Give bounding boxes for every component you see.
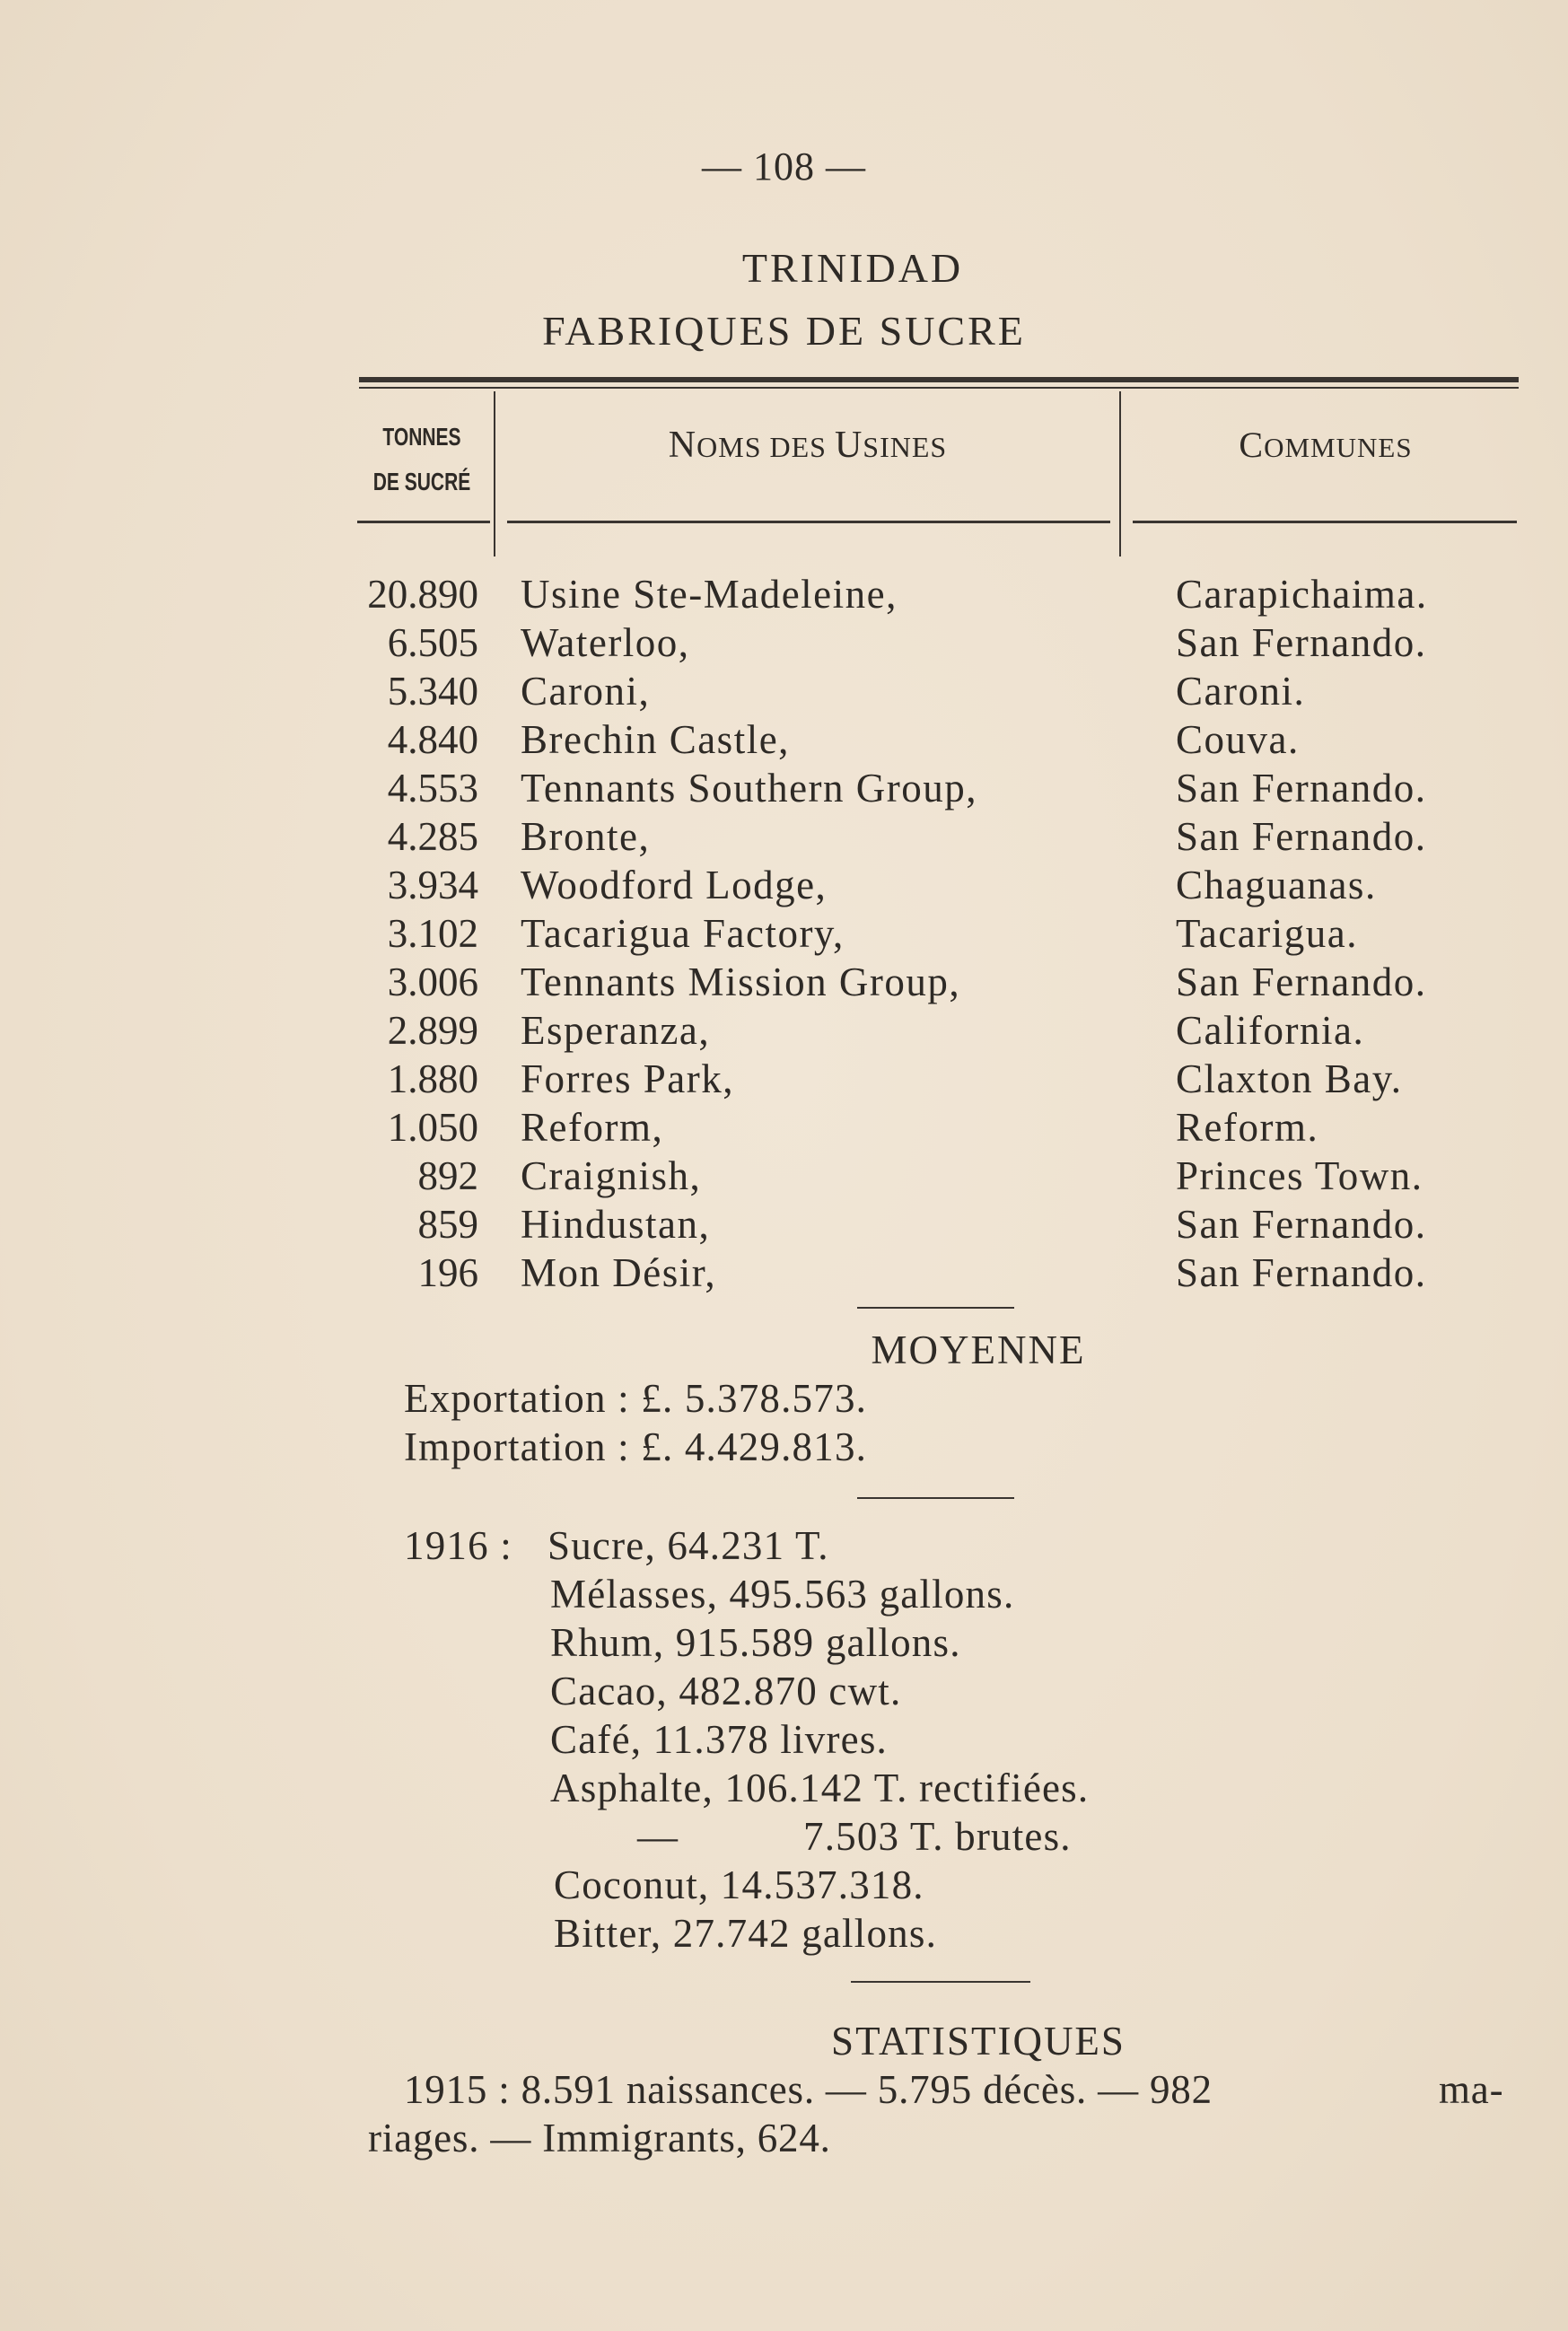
factory-name: Esperanza, xyxy=(521,1008,711,1053)
commune-name: San Fernando. xyxy=(1176,766,1427,811)
commune-name: San Fernando. xyxy=(1176,1202,1427,1247)
tonnes-value: 2.899 xyxy=(387,1008,478,1053)
commune-name: Reform. xyxy=(1176,1105,1319,1150)
production-item: Sucre, 64.231 T. xyxy=(547,1523,829,1568)
commune-name: Tacarigua. xyxy=(1176,911,1358,956)
table-row xyxy=(0,1104,1568,1152)
production-item: Café, 11.378 livres. xyxy=(550,1717,889,1762)
tonnes-value: 196 xyxy=(417,1250,478,1295)
page-title: TRINIDAD xyxy=(741,245,964,291)
tonnes-value: 5.340 xyxy=(387,669,478,714)
tonnes-value: 3.102 xyxy=(387,911,478,956)
table-row xyxy=(0,910,1568,959)
tonnes-value: 1.050 xyxy=(387,1105,478,1150)
column-divider-right xyxy=(1119,391,1121,556)
header-tonnes-line1: TONNES xyxy=(382,423,461,451)
factory-name: Hindustan, xyxy=(521,1202,711,1247)
commune-name: Couva. xyxy=(1176,717,1300,762)
factory-name: Tennants Southern Group, xyxy=(521,766,978,811)
factory-name: Tacarigua Factory, xyxy=(521,911,845,956)
production-item: Coconut, 14.537.318. xyxy=(554,1862,924,1907)
table-row xyxy=(0,813,1568,862)
tonnes-value: 6.505 xyxy=(387,620,478,665)
header-usines-initial: U xyxy=(834,425,863,466)
moyenne-title: MOYENNE xyxy=(871,1328,1086,1372)
factory-name: Usine Ste-Madeleine, xyxy=(521,572,898,617)
table-row xyxy=(0,1007,1568,1056)
section-divider-1 xyxy=(857,1307,1014,1309)
table-row xyxy=(0,862,1568,910)
table-top-rule-thin xyxy=(359,387,1519,389)
tonnes-value: 4.553 xyxy=(387,766,478,811)
page-subtitle: FABRIQUES DE SUCRE xyxy=(542,308,1026,354)
table-row xyxy=(0,619,1568,668)
table-row xyxy=(0,1152,1568,1201)
statistiques-line2: riages. — Immigrants, 624. xyxy=(368,2116,831,2160)
statistiques-line1: 1915 : 8.591 naissances. — 5.795 décès. — 982 xyxy=(404,2067,1213,2112)
header-usines-rest: SINES xyxy=(863,431,948,463)
commune-name: Princes Town. xyxy=(1176,1153,1423,1198)
production-year-label: 1916 : xyxy=(404,1523,512,1568)
factory-name: Caroni, xyxy=(521,669,651,714)
factory-name: Tennants Mission Group, xyxy=(521,960,961,1004)
commune-name: San Fernando. xyxy=(1176,1250,1427,1295)
header-communes xyxy=(1133,424,1519,466)
tonnes-value: 4.285 xyxy=(387,814,478,859)
production-item: 7.503 T. brutes. xyxy=(803,1814,1072,1859)
commune-name: Chaguanas. xyxy=(1176,863,1377,907)
production-item: Cacao, 482.870 cwt. xyxy=(550,1669,902,1713)
table-row xyxy=(0,668,1568,716)
table-row xyxy=(0,716,1568,765)
factory-name: Woodford Lodge, xyxy=(521,863,828,907)
commune-name: Claxton Bay. xyxy=(1176,1056,1403,1101)
factory-name: Mon Désir, xyxy=(521,1250,717,1295)
commune-name: San Fernando. xyxy=(1176,814,1427,859)
production-item: Mélasses, 495.563 gallons. xyxy=(550,1572,1015,1617)
header-noms-des-usines xyxy=(503,424,1113,467)
production-item: Bitter, 27.742 gallons. xyxy=(554,1911,938,1956)
factory-name: Reform, xyxy=(521,1105,664,1150)
header-tonnes xyxy=(368,415,476,504)
ditto-dash: — xyxy=(637,1814,679,1859)
factory-name: Bronte, xyxy=(521,814,651,859)
production-item: Rhum, 915.589 gallons. xyxy=(550,1620,961,1665)
production-item: Asphalte, 106.142 T. rectifiées. xyxy=(550,1766,1090,1810)
factory-name: Craignish, xyxy=(521,1153,702,1198)
header-communes-initial: C xyxy=(1239,425,1265,465)
section-divider-2 xyxy=(857,1497,1014,1499)
header-communes-rest: OMMUNES xyxy=(1264,432,1413,463)
table-row xyxy=(0,1249,1568,1298)
tonnes-value: 892 xyxy=(417,1153,478,1198)
section-divider-3 xyxy=(851,1981,1030,1983)
factory-name: Forres Park, xyxy=(521,1056,734,1101)
header-rule-communes xyxy=(1133,521,1517,523)
header-tonnes-line2: DE SUCRÉ xyxy=(372,468,471,495)
tonnes-value: 20.890 xyxy=(367,572,478,617)
tonnes-value: 3.006 xyxy=(387,960,478,1004)
table-row xyxy=(0,1201,1568,1249)
header-rule-noms xyxy=(507,521,1110,523)
commune-name: California. xyxy=(1176,1008,1365,1053)
commune-name: San Fernando. xyxy=(1176,620,1427,665)
table-row xyxy=(0,571,1568,619)
page-number: — 108 — xyxy=(702,145,866,188)
table-top-rule-thick xyxy=(359,377,1519,382)
tonnes-value: 859 xyxy=(417,1202,478,1247)
tonnes-value: 3.934 xyxy=(387,863,478,907)
factory-name: Waterloo, xyxy=(521,620,690,665)
importation-line: Importation : £. 4.429.813. xyxy=(404,1424,868,1469)
tonnes-value: 1.880 xyxy=(387,1056,478,1101)
header-noms-initial: N xyxy=(668,425,697,466)
column-divider-left xyxy=(494,391,495,556)
table-row xyxy=(0,959,1568,1007)
commune-name: Caroni. xyxy=(1176,669,1306,714)
table-row xyxy=(0,1056,1568,1104)
tonnes-value: 4.840 xyxy=(387,717,478,762)
statistiques-title: STATISTIQUES xyxy=(831,2019,1126,2064)
header-noms-rest: OMS DES xyxy=(696,431,835,463)
statistiques-hyphenated-word: ma- xyxy=(1439,2067,1504,2112)
commune-name: Carapichaima. xyxy=(1176,572,1428,617)
exportation-line: Exportation : £. 5.378.573. xyxy=(404,1376,868,1421)
table-row xyxy=(0,765,1568,813)
header-rule-tonnes xyxy=(357,521,490,523)
commune-name: San Fernando. xyxy=(1176,960,1427,1004)
factory-name: Brechin Castle, xyxy=(521,717,790,762)
